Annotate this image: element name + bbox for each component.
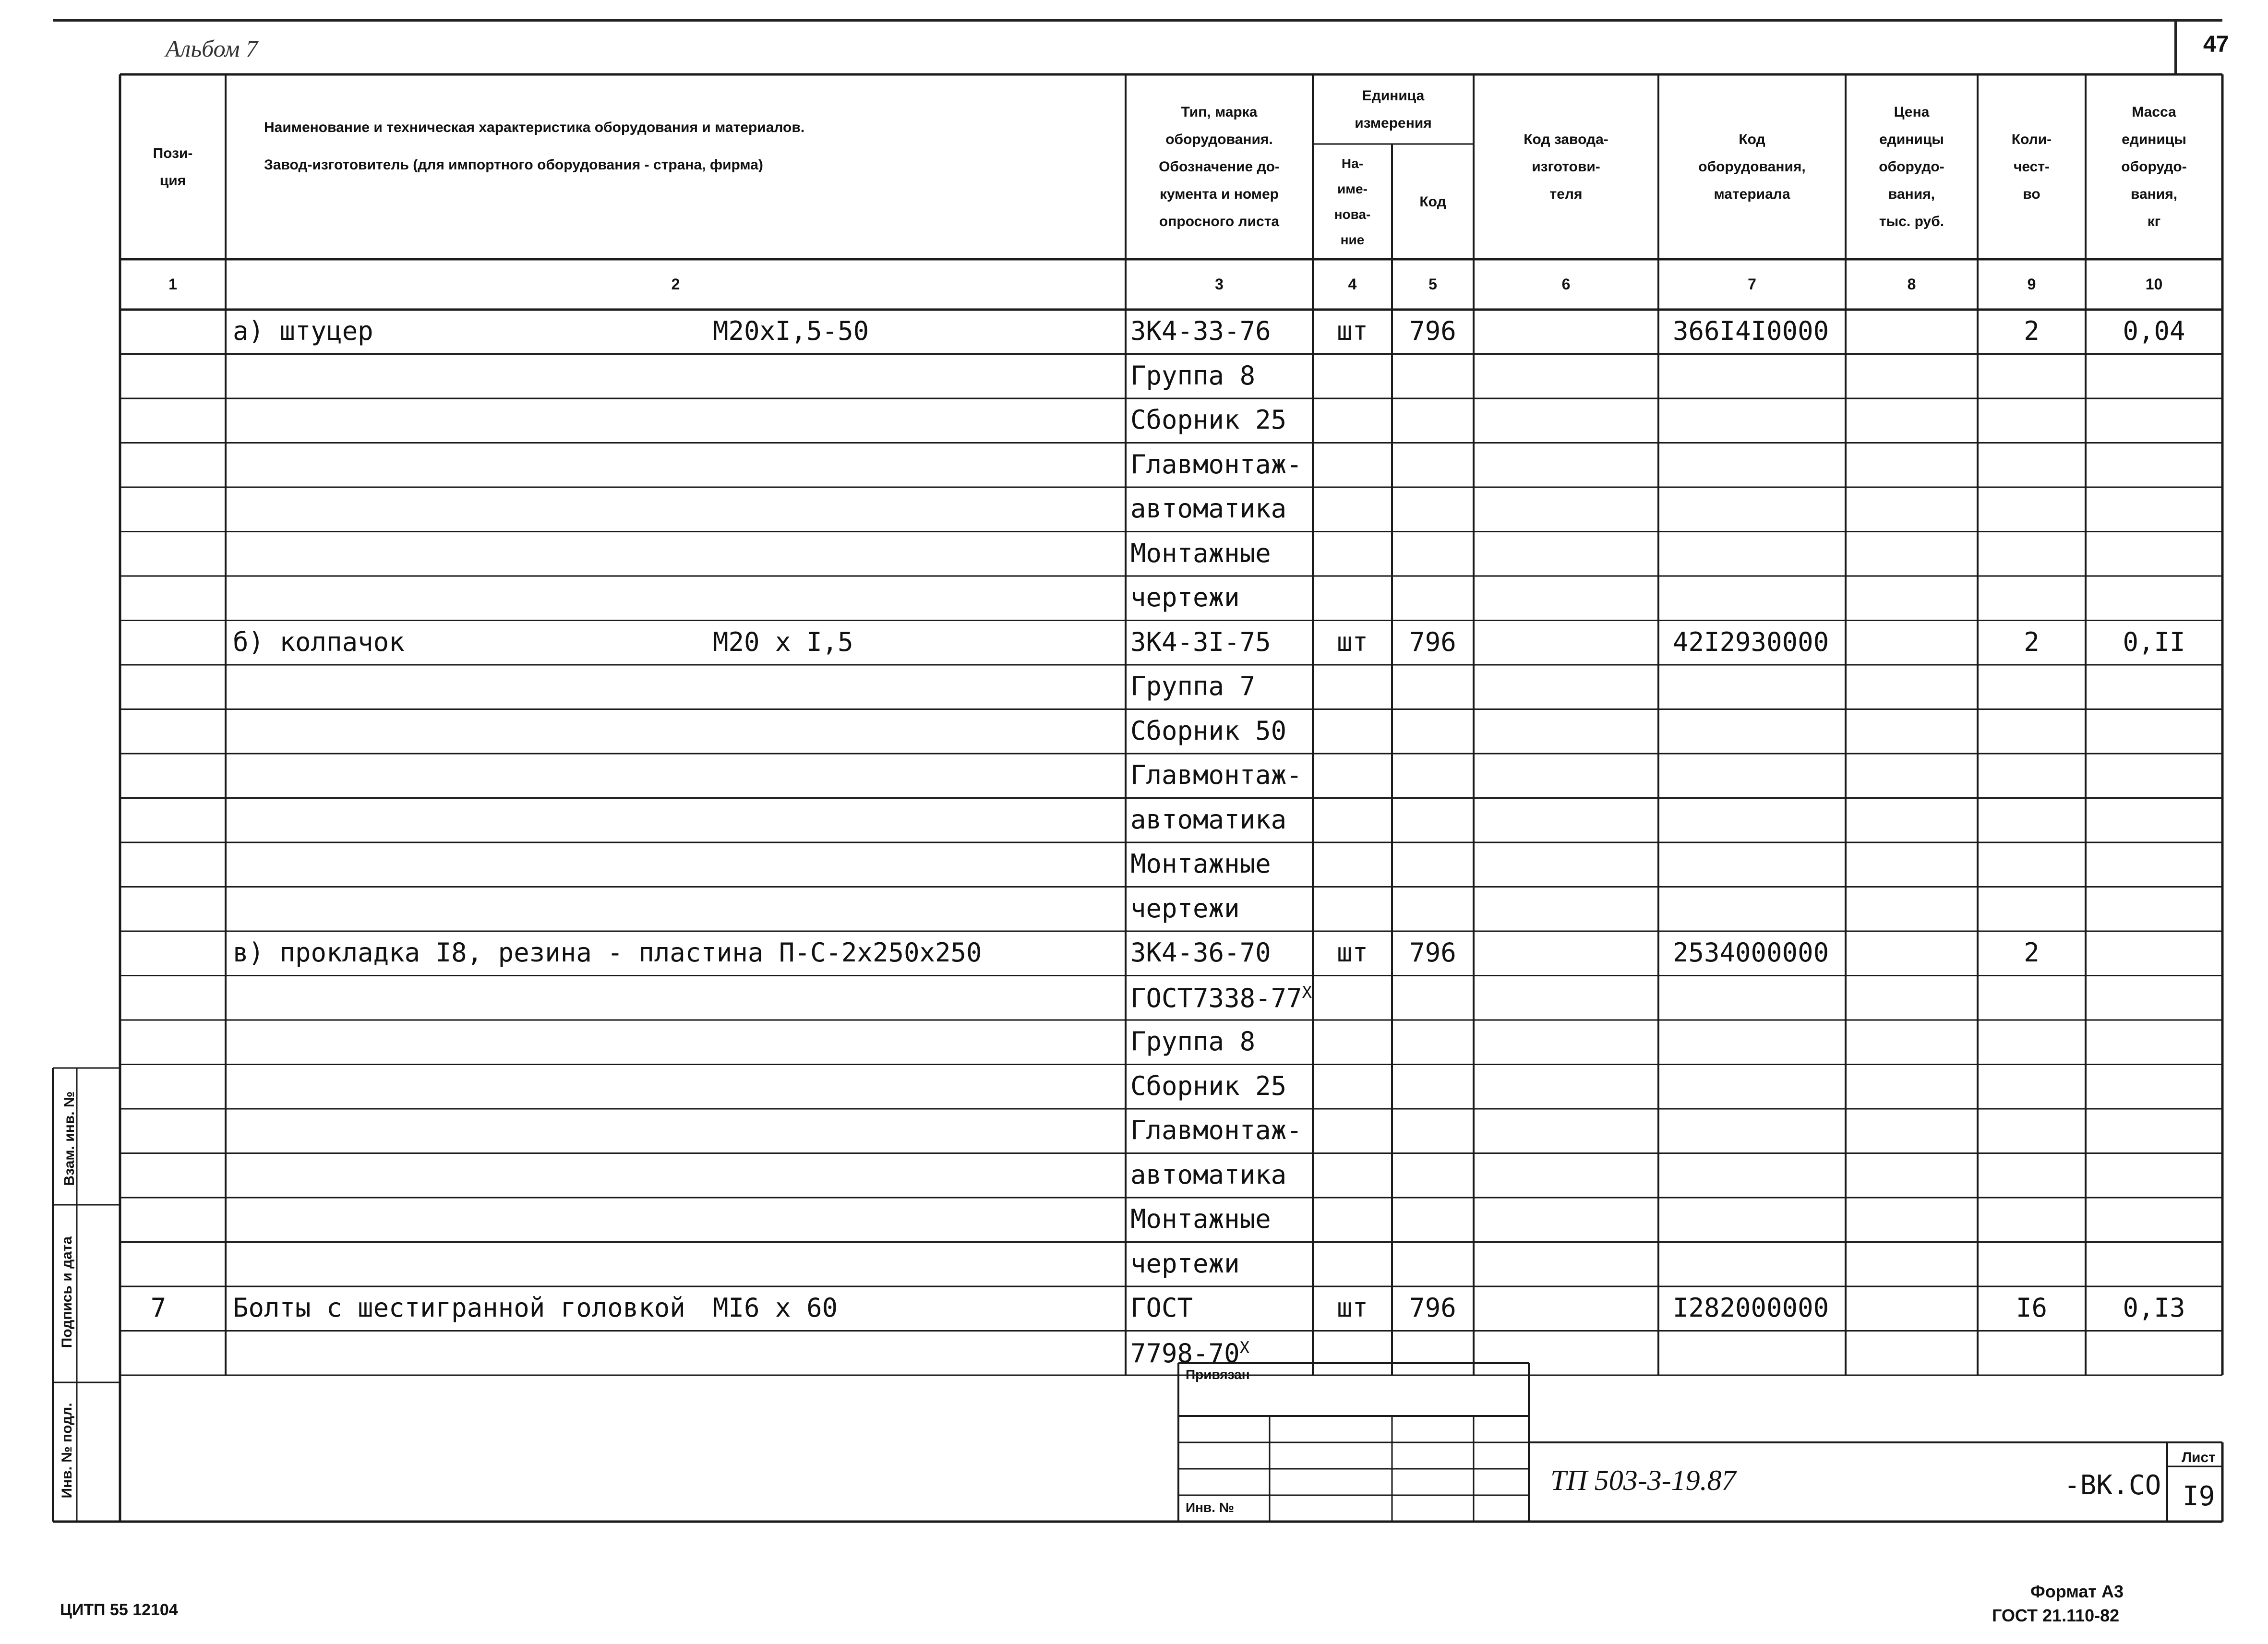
cell-equipment-code: 366I4I0000 [1673,316,1829,346]
cell-quantity: I6 [2016,1293,2048,1323]
header-name-line1: Наименование и техническая характеристика оборудования и материалов. [264,120,805,135]
column-number: 5 [1428,276,1437,293]
column-number: 6 [1561,276,1571,293]
cell-unit: шт [1336,1293,1368,1323]
cell-unit-code: 796 [1409,937,1456,968]
sheet-label: Лист [2182,1450,2216,1465]
cell-unit-code: 796 [1409,316,1456,346]
header-unit-group: Единица измерения [1355,87,1432,131]
cell-doc: чертежи [1130,893,1240,924]
cell-doc: автоматика [1130,1159,1287,1190]
cell-doc-superscript: X [1302,983,1312,1002]
column-number: 3 [1215,276,1224,293]
cell-mass: 0,II [2123,626,2185,657]
stamp-bound-label: Привязан [1186,1367,1250,1382]
cell-quantity: 2 [2024,316,2040,346]
cell-unit: шт [1336,937,1368,968]
cell-doc: $ГОСТ7338-77^X$ [1130,983,1312,1013]
album-label: Альбом 7 [166,35,258,62]
column-number: 7 [1748,276,1756,293]
column-number: 10 [2145,276,2163,293]
header-name [264,103,1116,190]
doc-code: ТП 503-3-19.87 [1550,1464,1736,1496]
cell-unit-code: 796 [1409,1293,1456,1323]
stamp-inv-label: Инв. № [1186,1500,1235,1515]
side-label-vzam: Взам. инв. № [61,1091,77,1186]
column-number: 2 [671,276,680,293]
cell-equipment-code: I282000000 [1673,1293,1829,1323]
cell-spec: МI6 х 60 [713,1293,838,1323]
format-label: Формат А3 [2030,1582,2124,1601]
cell-unit: шт [1336,626,1368,657]
cell-name: а) штуцер [233,316,373,346]
printer-code: ЦИТП 55 12104 [60,1601,178,1619]
header-maker-code: Код завода- изготови- теля [1524,132,1608,202]
cell-equipment-code: 2534000000 [1673,937,1829,968]
cell-doc: Монтажные [1130,538,1271,568]
cell-quantity: 2 [2024,937,2040,968]
column-number: 9 [2027,276,2036,293]
cell-doc: Главмонтаж- [1130,760,1302,790]
cell-doc: Монтажные [1130,849,1271,879]
cell-doc: автоматика [1130,493,1287,524]
cell-unit-code: 796 [1409,626,1456,657]
cell-spec: М20хI,5-50 [713,316,869,346]
cell-unit: шт [1336,316,1368,346]
header-position: Пози- ция [153,145,193,189]
cell-doc: ЗК4-33-76 [1130,316,1271,346]
cell-name: б) колпачок [233,626,405,657]
header-mass: Масса единицы оборудо- вания, кг [2121,104,2187,229]
side-label-podpis: Подпись и дата [59,1236,75,1348]
cell-doc: Сборник 25 [1130,1070,1287,1101]
column-number: 1 [168,276,177,293]
cell-doc: ЗК4-36-70 [1130,937,1271,968]
cell-name: Болты с шестигранной головкой [233,1293,685,1323]
header-type-doc: Тип, марка оборудования. Обозначение до- кумента и номер опросного листа [1159,104,1280,229]
gost-label: ГОСТ 21.110-82 [1992,1606,2120,1625]
cell-doc: Сборник 25 [1130,405,1287,435]
cell-doc-superscript: X [1239,1338,1250,1357]
page-number: 47 [2203,32,2229,57]
cell-name: в) прокладка I8, резина - пластина П-С-2х250х250 [233,937,982,968]
cell-doc: $7798-70^X$ [1130,1338,1250,1368]
cell-doc: Группа 7 [1130,671,1256,701]
cell-doc: ГОСТ [1130,1293,1193,1323]
cell-doc: чертежи [1130,582,1240,612]
cell-equipment-code: 42I2930000 [1673,626,1829,657]
header-price: Цена единицы оборудо- вания, тыс. руб. [1879,104,1944,229]
cell-doc: чертежи [1130,1248,1240,1279]
header-name-line2: Завод-изготовитель (для импортного оборудования - страна, фирма) [264,157,763,173]
column-number: 8 [1907,276,1916,293]
header-unit-code: Код [1419,193,1446,210]
cell-mass: 0,04 [2123,316,2185,346]
cell-doc: Монтажные [1130,1204,1271,1234]
cell-doc: автоматика [1130,804,1287,835]
column-number: 4 [1348,276,1357,293]
cell-spec: М20 х I,5 [713,626,853,657]
header-equipment-code: Код оборудования, материала [1698,132,1806,202]
cell-doc: Главмонтаж- [1130,1115,1302,1145]
cell-doc: Группа 8 [1130,1026,1256,1056]
cell-doc: Сборник 50 [1130,715,1287,746]
cell-doc: ЗК4-3I-75 [1130,626,1271,657]
cell-doc: Группа 8 [1130,360,1256,391]
header-unit-name: На- име- нова- ние [1334,156,1371,248]
sheet-number: I9 [2183,1481,2215,1512]
cell-doc: Главмонтаж- [1130,449,1302,480]
doc-suffix: -ВК.СО [2064,1470,2161,1501]
cell-position: 7 [150,1293,167,1323]
cell-quantity: 2 [2024,626,2040,657]
header-quantity: Коли- чест- во [2011,132,2052,202]
cell-mass: 0,I3 [2123,1293,2185,1323]
side-label-inv-podl: Инв. № подл. [59,1403,75,1499]
